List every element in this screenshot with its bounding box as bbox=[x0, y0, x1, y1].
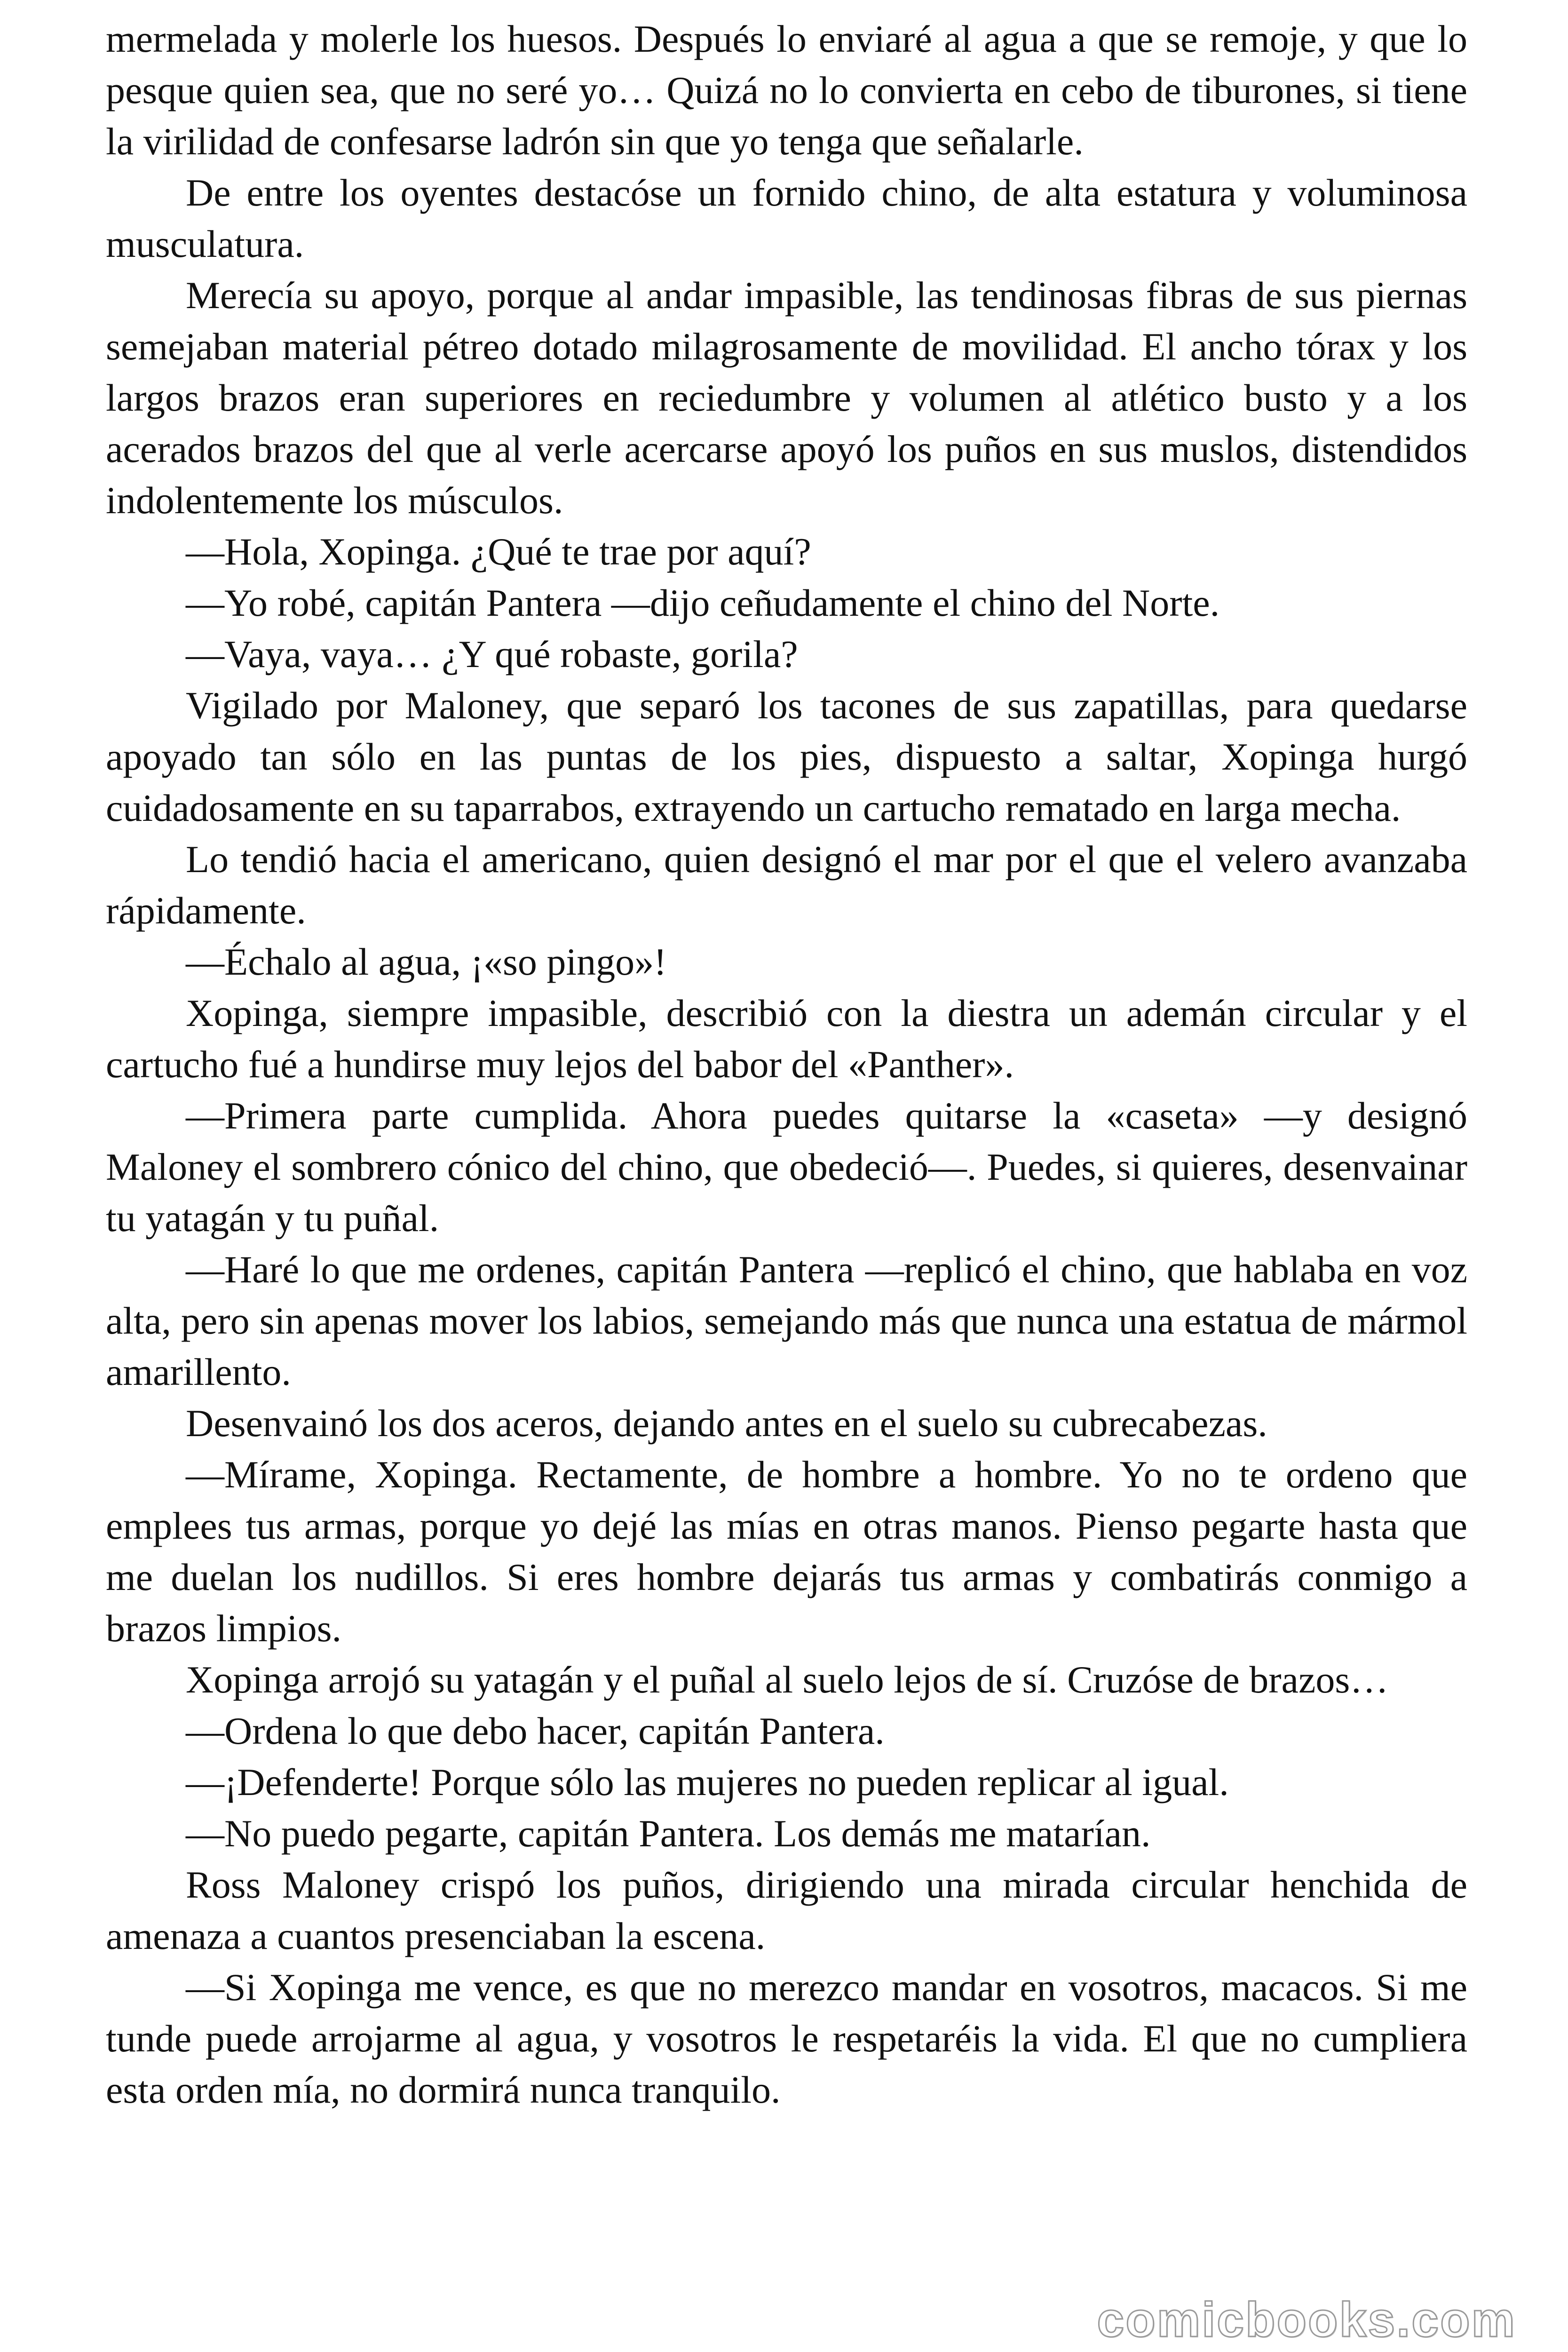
paragraph-1: mermelada y molerle los huesos. Después lo enviaré al agua a que se remoje, y que lo pesque quien sea, que no seré yo… Quizá no lo convierta en cebo de tiburones, si tiene la virilidad de confesarse ladrón sin que yo tenga que señalarle. bbox=[106, 17, 1467, 163]
paragraph-16: —Ordena lo que debo hacer, capitán Pantera. bbox=[186, 1709, 885, 1752]
paragraph-7: Vigilado por Maloney, que separó los tacones de sus zapatillas, para quedarse apoyado tan sólo en las puntas de los pies, dispuesto a saltar, Xopinga hurgó cuidadosamente en su taparrabos, extrayendo un cartucho rematado en larga mecha. bbox=[106, 684, 1467, 829]
paragraph-9: —Échalo al agua, ¡«so pingo»! bbox=[186, 940, 667, 983]
watermark-logo: comicbooks.com bbox=[1097, 2293, 1516, 2347]
paragraph-6: —Vaya, vaya… ¿Y qué robaste, gorila? bbox=[186, 633, 798, 675]
paragraph-13: Desenvainó los dos aceros, dejando antes en el suelo su cubrecabezas. bbox=[186, 1402, 1267, 1445]
paragraph-8: Lo tendió hacia el americano, quien designó el mar por el que el velero avanzaba rápidamente. bbox=[106, 838, 1467, 932]
paragraph-11: —Primera parte cumplida. Ahora puedes quitarse la «caseta» —y designó Maloney el sombrero cónico del chino, que obedeció—. Puedes, si quieres, desenvainar tu yatagán y tu puñal. bbox=[106, 1094, 1467, 1240]
page-text bbox=[106, 13, 1467, 2115]
paragraph-20: —Si Xopinga me vence, es que no merezco mandar en vosotros, macacos. Si me tunde puede arrojarme al agua, y vosotros le respetaréis la vida. El que no cumpliera esta orden mía, no dormirá nunca tranquilo. bbox=[106, 1966, 1467, 2111]
paragraph-17: —¡Defenderte! Porque sólo las mujeres no pueden replicar al igual. bbox=[186, 1761, 1229, 1804]
paragraph-10: Xopinga, siempre impasible, describió con la diestra un ademán circular y el cartucho fué a hundirse muy lejos del babor del «Panther». bbox=[106, 992, 1467, 1086]
paragraph-5: —Yo robé, capitán Pantera —dijo ceñudamente el chino del Norte. bbox=[186, 581, 1220, 624]
paragraph-14: —Mírame, Xopinga. Rectamente, de hombre a hombre. Yo no te ordeno que emplees tus armas, porque yo dejé las mías en otras manos. Pienso pegarte hasta que me duelan los nudillos. Si eres hombre dejarás tus armas y combatirás conmigo a brazos limpios. bbox=[106, 1453, 1467, 1650]
paragraph-12: —Haré lo que me ordenes, capitán Pantera —replicó el chino, que hablaba en voz alta, pero sin apenas mover los labios, semejando más que nunca una estatua de mármol amarillento. bbox=[106, 1248, 1467, 1393]
paragraph-3: Merecía su apoyo, porque al andar impasible, las tendinosas fibras de sus piernas semejaban material pétreo dotado milagrosamente de movilidad. El ancho tórax y los largos brazos eran superiores en reciedumbre y volumen al atlético busto y a los acerados brazos del que al verle acercarse apoyó los puños en sus muslos, distendidos indolentemente los músculos. bbox=[106, 274, 1467, 522]
paragraph-2: De entre los oyentes destacóse un fornido chino, de alta estatura y voluminosa musculatura. bbox=[106, 171, 1467, 265]
paragraph-4: —Hola, Xopinga. ¿Qué te trae por aquí? bbox=[186, 530, 811, 573]
paragraph-18: —No puedo pegarte, capitán Pantera. Los demás me matarían. bbox=[186, 1812, 1151, 1855]
paragraph-15: Xopinga arrojó su yatagán y el puñal al suelo lejos de sí. Cruzóse de brazos… bbox=[186, 1658, 1389, 1701]
paragraph-19: Ross Maloney crispó los puños, dirigiendo una mirada circular henchida de amenaza a cuantos presenciaban la escena. bbox=[106, 1863, 1467, 1957]
